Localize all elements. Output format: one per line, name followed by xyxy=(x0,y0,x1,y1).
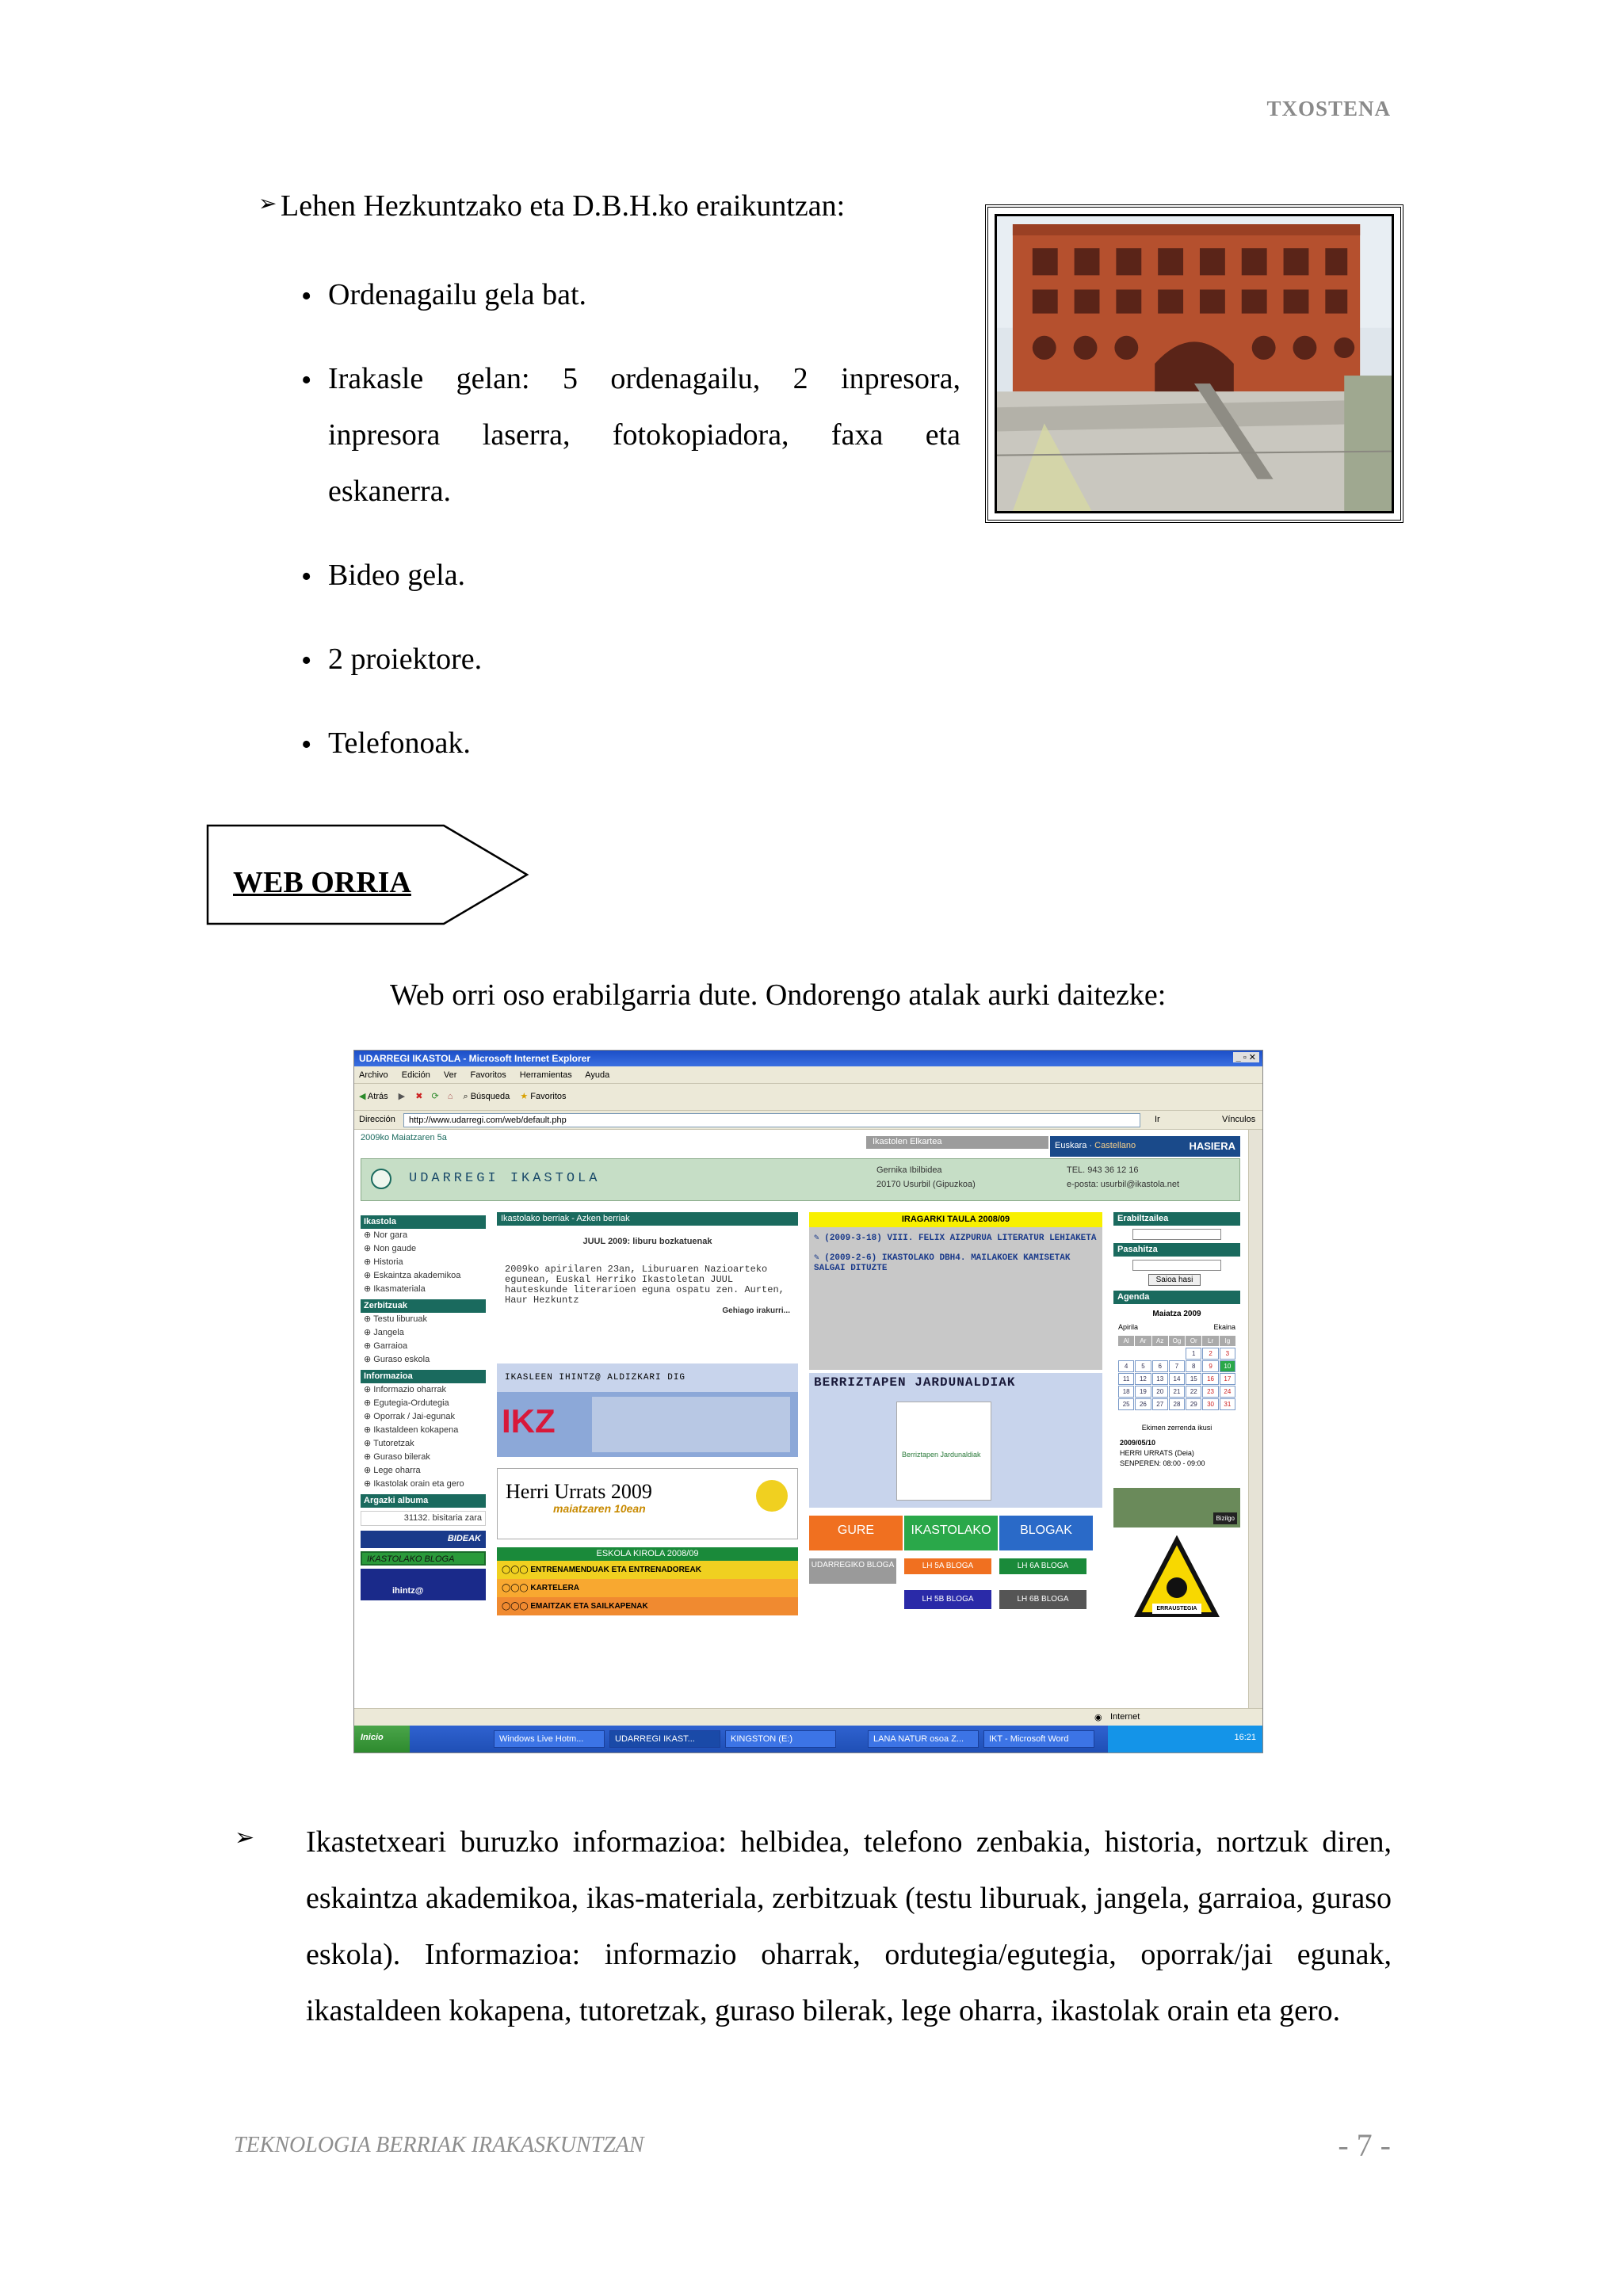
calendar-grid xyxy=(1113,1333,1240,1410)
building-photo-frame xyxy=(985,204,1403,523)
weekday: Or xyxy=(1186,1336,1201,1346)
ihintz-banner[interactable]: ihintz@ xyxy=(361,1569,486,1600)
calendar-day[interactable]: 23 xyxy=(1202,1386,1218,1398)
berriztapen-title: BERRIZTAPEN JARDUNALDIAK xyxy=(814,1375,1016,1390)
weekday: Lr xyxy=(1202,1336,1218,1346)
iragarki-header: IRAGARKI TAULA 2008/09 xyxy=(809,1212,1102,1227)
calendar-day[interactable]: 29 xyxy=(1186,1398,1201,1410)
description-paragraph: Ikastetxeari buruzko informazioa: helbidea, telefono zenbakia, historia, nortzuk diren, eskaintza akademikoa, ikas-materiala, zerbitzuak (testu liburuak, jangela, garraioa, guraso eskola). Informazioa: informazio oharrak, ordutegia/egutegia, oporrak/jai egunak, ikastaldeen kokapena, tutoretzak, guraso bilerak, lege oharra, ikastolak orain eta gero. xyxy=(306,1825,1392,2027)
news-column xyxy=(497,1212,798,1615)
erraustegia-sign[interactable] xyxy=(1133,1535,1220,1623)
password-input[interactable] xyxy=(1132,1260,1221,1271)
bullet-icon: • xyxy=(301,364,312,397)
visit-counter: 31132. bisitaria zara xyxy=(361,1511,486,1526)
calendar-day[interactable]: 3 xyxy=(1220,1348,1235,1360)
calendar-day[interactable]: 2 xyxy=(1202,1348,1218,1360)
blog-link[interactable]: LH 5B BLOGA xyxy=(904,1590,991,1609)
page-date: 2009ko Maiatzaren 5a xyxy=(361,1133,447,1142)
heading-marker-icon: ➢ xyxy=(258,192,277,216)
calendar-day[interactable]: 12 xyxy=(1135,1373,1151,1385)
list-item-line: eskanerra. xyxy=(328,475,452,508)
calendar-day[interactable]: 26 xyxy=(1135,1398,1151,1410)
bullet-icon: • xyxy=(301,644,312,677)
calendar-day[interactable]: 4 xyxy=(1118,1360,1134,1372)
window-title: UDARREGI IKASTOLA - Microsoft Internet Explorer xyxy=(359,1053,591,1064)
kirola-item[interactable]: ◯◯◯ KARTELERA xyxy=(497,1579,798,1597)
gure-button[interactable]: GURE xyxy=(809,1516,903,1550)
blogak-button[interactable]: BLOGAK xyxy=(999,1516,1093,1550)
calendar-day[interactable]: 24 xyxy=(1220,1386,1235,1398)
herri-urrats-banner[interactable] xyxy=(497,1468,798,1539)
calendar-day[interactable]: 17 xyxy=(1220,1373,1235,1385)
calendar-day[interactable]: 28 xyxy=(1169,1398,1185,1410)
sidebar-item[interactable]: ⊕ Guraso eskola xyxy=(364,1355,430,1364)
calendar-day[interactable]: 6 xyxy=(1152,1360,1168,1372)
favorites-star-icon[interactable]: ★ xyxy=(520,1092,529,1101)
news-header: Ikastolako berriak - Azken berriak xyxy=(497,1212,798,1226)
calendar-month: Maiatza 2009 xyxy=(1152,1310,1201,1318)
blog-link[interactable]: LH 5A BLOGA xyxy=(904,1558,991,1574)
browser-toolbar xyxy=(354,1084,1262,1111)
sidebar-item[interactable]: ⊕ Non gaude xyxy=(364,1244,417,1253)
berriztapen-logo: Berriztapen Jardunaldiak xyxy=(896,1402,991,1501)
iragarki-panel xyxy=(809,1227,1102,1370)
sidebar-item[interactable]: ⊕ Testu liburuak xyxy=(364,1314,427,1324)
bullet-icon: • xyxy=(301,560,312,593)
ikz-image[interactable] xyxy=(497,1392,798,1457)
back-arrow-icon[interactable]: ◀ xyxy=(359,1092,366,1101)
menu-bar xyxy=(354,1066,1262,1084)
list-item: Bideo gela. xyxy=(328,559,466,592)
search-button[interactable]: Búsqueda xyxy=(470,1092,510,1101)
blog-links-row xyxy=(809,1558,1102,1584)
school-phone: TEL. 943 36 12 16 xyxy=(1067,1165,1139,1175)
news-body: 2009ko apirilaren 23an, Liburuaren Nazioarteko egunean, Euskal Herriko Ikastoletan JUUL hauteskunde literarioen eguna ospatu zen. Aurten, Haur Hezkuntz xyxy=(505,1264,785,1306)
herri-urrats-date: maiatzaren 10ean xyxy=(553,1502,646,1515)
web-page xyxy=(354,1130,1248,1708)
school-address-1: Gernika Ibilbidea xyxy=(876,1165,942,1175)
eskola-kirola-header: ESKOLA KIROLA 2008/09 xyxy=(497,1547,798,1561)
back-button[interactable]: Atrás xyxy=(367,1092,388,1101)
running-header: TXOSTENA xyxy=(1266,97,1391,120)
top-language-bar: Euskara · Castellano HASIERA xyxy=(1050,1136,1240,1157)
sidebar-section-informazioa: Informazioa xyxy=(361,1370,486,1383)
stop-icon[interactable]: ✖ xyxy=(415,1092,423,1101)
school-address-2: 20170 Usurbil (Gipuzkoa) xyxy=(876,1180,976,1189)
sidebar-item[interactable]: ⊕ Garraioa xyxy=(364,1341,408,1351)
blog-banner[interactable]: IKASTOLAKO BLOGA xyxy=(361,1551,486,1566)
globe-icon: ◉ xyxy=(1094,1713,1102,1722)
blog-link[interactable]: LH 6A BLOGA xyxy=(999,1558,1086,1574)
calendar-prev-month[interactable]: Apirila xyxy=(1118,1323,1139,1331)
taskbar-item[interactable]: IKT - Microsoft Word xyxy=(983,1730,1094,1748)
sidebar-item[interactable]: ⊕ Eskaintza akademikoa xyxy=(364,1271,461,1280)
herri-urrats-title: Herri Urrats 2009 xyxy=(506,1480,652,1503)
sidebar-item[interactable]: ⊕ Oporrak / Jai-egunak xyxy=(364,1412,455,1421)
go-button[interactable]: Ir xyxy=(1155,1115,1160,1124)
news-panel xyxy=(497,1226,798,1360)
taskbar-item[interactable]: LANA NATUR osoa Z... xyxy=(868,1730,979,1748)
ihintz-magazine-banner[interactable]: IKASLEEN IHINTZ@ ALDIZKARI DIG xyxy=(497,1363,798,1392)
menu-archivo[interactable]: Archivo xyxy=(359,1070,388,1080)
status-zone: Internet xyxy=(1110,1712,1140,1722)
footer-title: TEKNOLOGIA BERRIAK IRAKASKUNTZAN xyxy=(234,2133,644,2157)
blog-link[interactable]: UDARREGIKO BLOGA xyxy=(809,1558,896,1584)
calendar-nav xyxy=(1113,1322,1240,1333)
status-bar xyxy=(354,1708,1262,1726)
links-button[interactable]: Vínculos xyxy=(1222,1115,1256,1124)
logo-icon xyxy=(371,1169,391,1189)
bullet-icon: • xyxy=(301,280,312,313)
calendar-day[interactable]: 14 xyxy=(1169,1373,1185,1385)
calendar-days xyxy=(1118,1348,1235,1410)
calendar-day[interactable]: 7 xyxy=(1169,1360,1185,1372)
list-item-line: inpresora laserra, fotokopiadora, faxa eta xyxy=(328,418,960,452)
calendar-day[interactable]: 18 xyxy=(1118,1386,1134,1398)
browser-screenshot xyxy=(353,1050,1263,1753)
address-bar xyxy=(354,1111,1262,1130)
sidebar-item[interactable]: ⊕ Guraso bilerak xyxy=(364,1452,430,1462)
calendar-weekdays xyxy=(1118,1336,1235,1346)
calendar-day[interactable]: 20 xyxy=(1152,1386,1168,1398)
weekday: Ar xyxy=(1135,1336,1151,1346)
calendar-day[interactable]: 9 xyxy=(1202,1360,1218,1372)
erraustegia-label: ERRAUSTEGIA xyxy=(1152,1604,1201,1614)
calendar-day[interactable]: 5 xyxy=(1135,1360,1151,1372)
taskbar-item[interactable]: KINGSTON (E:) xyxy=(725,1730,836,1748)
berriztapen-panel[interactable] xyxy=(809,1373,1102,1508)
sidebar-section-zerbitzuak: Zerbitzuak xyxy=(361,1299,486,1313)
calendar-day[interactable]: 22 xyxy=(1186,1386,1201,1398)
notice[interactable]: ✎ (2009-3-18) VIII. FELIX AIZPURUA LITERATUR LEHIAKETA xyxy=(814,1234,1097,1243)
weekday: Al xyxy=(1118,1336,1134,1346)
events-list-link[interactable]: Ekimen zerrenda ikusi xyxy=(1141,1424,1212,1432)
calendar-day xyxy=(1152,1348,1168,1360)
sidebar-item[interactable]: ⊕ Lege oharra xyxy=(364,1466,421,1475)
taskbar-item[interactable]: Windows Live Hotm... xyxy=(494,1730,605,1748)
lang-eu-link[interactable]: Euskara xyxy=(1055,1141,1087,1150)
sidebar-item[interactable]: ⊕ Nor gara xyxy=(364,1230,408,1240)
bizi-photo[interactable] xyxy=(1113,1488,1240,1527)
site-name: UDARREGI IKASTOLA xyxy=(409,1171,601,1186)
blog-links-row xyxy=(809,1590,1102,1609)
weekday: Az xyxy=(1152,1336,1168,1346)
window-title-bar xyxy=(354,1051,1262,1066)
password-label: Pasahitza xyxy=(1113,1243,1240,1257)
calendar-day xyxy=(1118,1348,1134,1360)
address-label: Dirección xyxy=(359,1115,395,1124)
page-number: - 7 - xyxy=(1338,2127,1391,2163)
search-icon[interactable]: ⌕ xyxy=(463,1092,468,1101)
read-more-link[interactable]: Gehiago irakurri... xyxy=(722,1306,790,1315)
event-date: 2009/05/10 xyxy=(1120,1439,1156,1447)
menu-favoritos[interactable]: Favoritos xyxy=(470,1070,506,1080)
event-title[interactable]: HERRI URRATS (Deia) xyxy=(1120,1449,1194,1457)
calendar-day xyxy=(1135,1348,1151,1360)
list-item-line: Irakasle gelan: 5 ordenagailu, 2 inpresora, xyxy=(328,362,960,395)
calendar-day[interactable]: 13 xyxy=(1152,1373,1168,1385)
event-place: SENPEREN: 08:00 - 09:00 xyxy=(1120,1459,1205,1467)
bullet-icon: • xyxy=(301,728,312,761)
building-photo xyxy=(995,214,1394,513)
sidebar-item[interactable]: ⊕ Ikastaldeen kokapena xyxy=(364,1425,459,1435)
login-button[interactable]: Saioa hasi xyxy=(1148,1274,1201,1286)
section-title: WEB ORRIA xyxy=(233,866,411,899)
blog-link[interactable]: LH 6B BLOGA xyxy=(999,1590,1086,1609)
calendar-day[interactable]: 21 xyxy=(1169,1386,1185,1398)
agenda-header: Agenda xyxy=(1113,1291,1240,1304)
sidebar-item[interactable]: ⊕ Historia xyxy=(364,1257,403,1267)
ikz-photo xyxy=(592,1397,790,1452)
menu-ayuda[interactable]: Ayuda xyxy=(585,1070,610,1080)
calendar-day[interactable]: 15 xyxy=(1186,1373,1201,1385)
calendar-day[interactable]: 1 xyxy=(1186,1348,1201,1360)
system-tray xyxy=(1108,1726,1262,1753)
calendar-day[interactable]: 27 xyxy=(1152,1398,1168,1410)
calendar-day[interactable]: 16 xyxy=(1202,1373,1218,1385)
calendar-day[interactable]: 10 xyxy=(1220,1360,1235,1372)
menu-ver[interactable]: Ver xyxy=(443,1070,457,1080)
weekday: Ig xyxy=(1220,1336,1235,1346)
news-title[interactable]: JUUL 2009: liburu bozkatuenak xyxy=(582,1237,712,1246)
refresh-icon[interactable]: ⟳ xyxy=(431,1092,439,1101)
weekday: Og xyxy=(1169,1336,1185,1346)
section-intro: Web orri oso erabilgarria dute. Ondorengo atalak aurki daitezke: xyxy=(390,978,1167,1012)
bideak-banner[interactable]: BIDEAK xyxy=(361,1531,486,1548)
blog-buttons xyxy=(809,1516,1102,1550)
announcements-column xyxy=(809,1212,1102,1609)
taskbar-item-active[interactable]: UDARREGI IKAST... xyxy=(609,1730,720,1748)
ikastolen-elkartea-link[interactable]: Ikastolen Elkartea xyxy=(866,1136,1048,1149)
home-icon[interactable]: ⌂ xyxy=(447,1092,453,1101)
agenda-column xyxy=(1113,1212,1240,1623)
window-controls-icon[interactable]: _ ▫ ✕ xyxy=(1233,1052,1259,1062)
sidebar-item[interactable]: ⊕ Ikastolak orain eta gero xyxy=(364,1479,464,1489)
calendar-day[interactable]: 11 xyxy=(1118,1373,1134,1385)
username-input[interactable] xyxy=(1132,1229,1221,1240)
username-label: Erabiltzailea xyxy=(1113,1212,1240,1226)
calendar-day[interactable]: 19 xyxy=(1135,1386,1151,1398)
ikz-logo: IKZ xyxy=(502,1402,556,1440)
lang-es-link[interactable]: Castellano xyxy=(1094,1141,1136,1150)
kirola-item[interactable]: ◯◯◯ EMAITZAK ETA SAILKAPENAK xyxy=(497,1597,798,1615)
sidebar-item[interactable]: ⊕ Informazio oharrak xyxy=(364,1385,446,1394)
calendar-next-month[interactable]: Ekaina xyxy=(1213,1323,1235,1331)
bird-icon xyxy=(756,1480,788,1512)
kirola-item[interactable]: ◯◯◯ ENTRENAMENDUAK ETA ENTRENADOREAK xyxy=(497,1561,798,1579)
bizi-label: Bizilgo xyxy=(1213,1512,1237,1524)
school-email: e-posta: usurbil@ikastola.net xyxy=(1067,1180,1180,1189)
start-button[interactable]: Inicio xyxy=(354,1726,410,1753)
list-item: 2 proiektore. xyxy=(328,643,483,676)
menu-herramientas[interactable]: Herramientas xyxy=(519,1070,572,1080)
notice[interactable]: ✎ (2009-2-6) IKASTOLAKO DBH4. MAILAKOEK KAMISETAK SALGAI DITUZTE xyxy=(814,1253,1071,1273)
favorites-button[interactable]: Favoritos xyxy=(530,1092,567,1101)
paragraph-marker-icon: ➢ xyxy=(235,1825,255,1851)
sidebar xyxy=(361,1212,486,1708)
sidebar-item[interactable]: ⊕ Tutoretzak xyxy=(364,1439,414,1448)
sidebar-section-argazki[interactable]: Argazki albuma xyxy=(361,1494,486,1508)
sidebar-item[interactable]: ⊕ Egutegia-Ordutegia xyxy=(364,1398,449,1408)
list-item: Telefonoak. xyxy=(328,727,471,760)
address-input[interactable]: http://www.udarregi.com/web/default.php xyxy=(403,1113,1140,1127)
taskbar xyxy=(354,1726,1262,1753)
calendar-day[interactable]: 25 xyxy=(1118,1398,1134,1410)
calendar-day xyxy=(1169,1348,1185,1360)
ikastolako-button[interactable]: IKASTOLAKO xyxy=(904,1516,998,1550)
vertical-scrollbar[interactable] xyxy=(1248,1130,1262,1708)
clock[interactable]: 16:21 xyxy=(1234,1733,1256,1742)
menu-edicion[interactable]: Edición xyxy=(401,1070,430,1080)
hasiera-link[interactable]: HASIERA xyxy=(1189,1140,1235,1152)
site-header xyxy=(361,1158,1240,1201)
sidebar-item[interactable]: ⊕ Ikasmateriala xyxy=(364,1284,426,1294)
list-item: Ordenagailu gela bat. xyxy=(328,278,587,311)
forward-arrow-icon[interactable]: ▶ xyxy=(398,1092,406,1101)
calendar-day[interactable]: 30 xyxy=(1202,1398,1218,1410)
sidebar-item[interactable]: ⊕ Jangela xyxy=(364,1328,404,1337)
section1-heading: Lehen Hezkuntzako eta D.B.H.ko eraikuntzan: xyxy=(281,189,846,223)
calendar-day[interactable]: 8 xyxy=(1186,1360,1201,1372)
calendar-day[interactable]: 31 xyxy=(1220,1398,1235,1410)
sidebar-section-ikastola: Ikastola xyxy=(361,1215,486,1229)
